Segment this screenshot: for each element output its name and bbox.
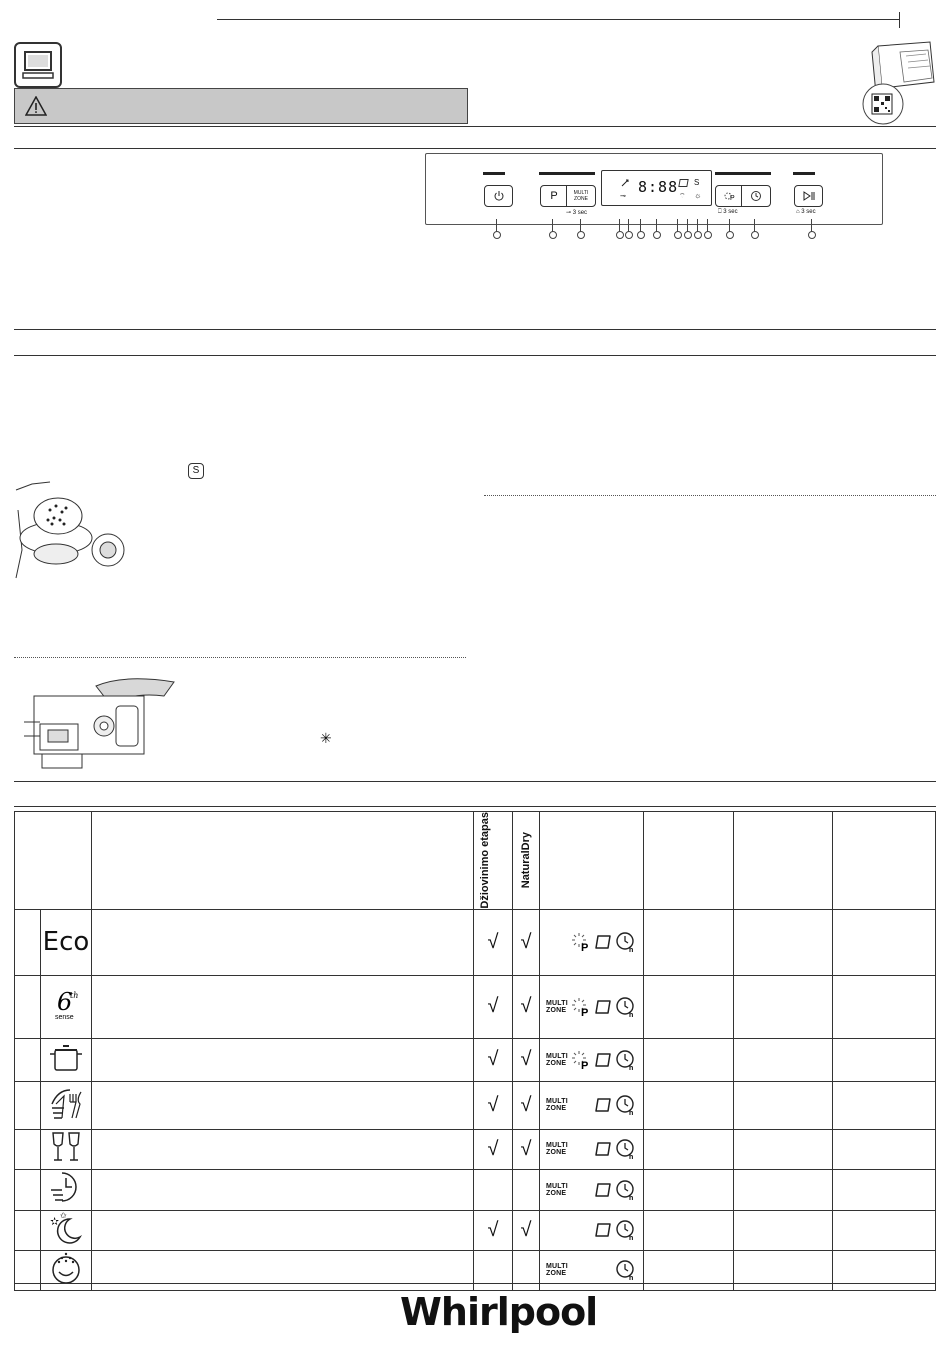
program-icon-cell <box>41 1250 92 1290</box>
drying-check: √ <box>474 1210 513 1250</box>
col9-cell <box>832 1169 935 1210</box>
start-hint: ⌂ 3 sec <box>796 209 816 215</box>
indicator-lights-power <box>483 172 505 175</box>
tablet-icon <box>594 1221 612 1239</box>
table-header-row <box>15 812 936 910</box>
rinse-aid-illustration <box>24 676 176 772</box>
table-row <box>15 1210 936 1250</box>
clock-h-icon <box>615 1049 637 1071</box>
row-index-cell <box>15 1250 41 1290</box>
col9-cell <box>832 909 935 975</box>
sparkle-p-icon <box>571 997 591 1017</box>
program-button[interactable]: P <box>540 185 568 207</box>
row-index-cell <box>15 1210 41 1250</box>
salt-s-icon: S <box>188 463 204 479</box>
row-index-cell <box>15 909 41 975</box>
header-cell-icon <box>15 812 92 910</box>
table-row <box>15 1250 936 1290</box>
table-row <box>15 1129 936 1169</box>
drying-check <box>474 1250 513 1290</box>
warning-icon <box>25 96 47 116</box>
clock-h-icon <box>615 1259 637 1281</box>
control-panel-diagram <box>425 153 883 225</box>
multizone-option: MULTI ZONE <box>546 1142 568 1157</box>
display-tablet-icon <box>678 179 688 187</box>
svg-text:h: h <box>628 1110 634 1117</box>
multizone-option: MULTI ZONE <box>546 999 568 1014</box>
col9-cell <box>832 1038 935 1081</box>
eco-icon: Eco <box>42 927 90 958</box>
indicator-lights-start <box>793 172 815 175</box>
power-icon <box>493 190 505 202</box>
program-description-cell <box>92 1210 474 1250</box>
program-icon-cell <box>41 975 92 1038</box>
multizone-option: MULTI ZONE <box>546 1263 568 1278</box>
svg-text:h: h <box>628 1194 634 1201</box>
svg-text:P: P <box>580 1006 589 1017</box>
table-row <box>15 1038 936 1081</box>
computer-icon <box>14 42 62 88</box>
svg-text:h: h <box>628 1235 634 1242</box>
tablet-hint: ⎕ 3 sec <box>718 209 738 215</box>
options-cell <box>540 1250 644 1290</box>
col9-cell <box>832 1081 935 1129</box>
row-index-cell <box>15 1129 41 1169</box>
tablet-icon <box>594 998 612 1016</box>
multizone-option: MULTI ZONE <box>546 1182 568 1197</box>
col7-cell <box>643 909 733 975</box>
naturaldry-check: √ <box>513 975 540 1038</box>
naturaldry-check <box>513 1250 540 1290</box>
tablet-icon <box>594 1051 612 1069</box>
svg-text:✩: ✩ <box>60 1210 67 1220</box>
sparkle-p-icon <box>571 932 591 952</box>
drying-check <box>474 1169 513 1210</box>
start-3sec-label: 3 sec <box>801 209 816 215</box>
naturaldry-header: NaturalDry <box>520 832 532 889</box>
header-cell-col8 <box>733 812 832 910</box>
top-rule <box>217 19 900 20</box>
svg-text:P: P <box>580 1059 589 1070</box>
dishwasher-qr-illustration <box>860 38 940 128</box>
fast-clock-icon <box>48 1170 84 1204</box>
program-icon-cell <box>41 1129 92 1169</box>
options-cell <box>540 1038 644 1081</box>
svg-text:sense: sense <box>55 1014 74 1022</box>
program-icon-cell <box>41 1081 92 1129</box>
drying-header: Džiovinimo etapas <box>479 812 491 909</box>
col8-cell <box>733 909 832 975</box>
clock-h-icon <box>615 1094 637 1116</box>
salt-refill-illustration <box>12 480 134 580</box>
col9-cell <box>832 975 935 1038</box>
display-digits: 8:88 <box>638 178 679 196</box>
col8-cell <box>733 1210 832 1250</box>
program-description-cell <box>92 1169 474 1210</box>
options-cell <box>540 1129 644 1169</box>
clock-h-icon <box>615 1138 637 1160</box>
multizone-label-2: ZONE <box>574 196 588 202</box>
naturaldry-check: √ <box>513 909 540 975</box>
program-icon-cell <box>41 1038 92 1081</box>
prewash-option-button[interactable] <box>715 185 743 207</box>
display-screen <box>601 170 712 206</box>
col7-cell <box>643 1081 733 1129</box>
svg-text:P: P <box>730 195 735 202</box>
dotted-separator-right <box>484 495 936 496</box>
tablet-3sec-label: 3 sec <box>723 209 738 215</box>
start-pause-button[interactable] <box>794 185 823 207</box>
col7-cell <box>643 975 733 1038</box>
header-cell-description <box>92 812 474 910</box>
table-row <box>15 1169 936 1210</box>
tablet-icon <box>594 1181 612 1199</box>
warning-bar <box>14 88 468 124</box>
lock-3sec-label: 3 sec <box>572 210 588 216</box>
section-rule-6 <box>14 806 936 807</box>
multizone-button[interactable] <box>566 185 596 207</box>
col8-cell <box>733 1129 832 1169</box>
display-key-icon: ⊸ <box>620 193 626 200</box>
lock-hint: ⊸ 3 sec <box>566 210 588 216</box>
table-row <box>15 975 936 1038</box>
naturaldry-check: √ <box>513 1129 540 1169</box>
table-row <box>15 909 936 975</box>
naturaldry-check: √ <box>513 1210 540 1250</box>
col7-cell <box>643 1129 733 1169</box>
header-cell-options <box>540 812 644 910</box>
svg-text:h: h <box>628 1011 634 1018</box>
table-row <box>15 1081 936 1129</box>
indicator-lights-options <box>715 172 771 175</box>
sparkle-p-icon <box>571 1050 591 1070</box>
dotted-separator-left <box>14 657 466 658</box>
program-description-cell <box>92 1038 474 1081</box>
row-index-cell <box>15 1169 41 1210</box>
svg-text:h: h <box>628 1275 634 1282</box>
program-description-cell <box>92 1129 474 1169</box>
col8-cell <box>733 1038 832 1081</box>
whirlpool-logo: Whirlpool <box>400 1290 598 1334</box>
indicator-lights-program <box>539 172 595 175</box>
multizone-option: MULTI ZONE <box>546 1052 568 1067</box>
svg-text:h: h <box>628 1064 634 1071</box>
pot-icon <box>48 1040 84 1074</box>
top-rule-end <box>899 12 900 28</box>
col9-cell <box>832 1210 935 1250</box>
options-cell <box>540 975 644 1038</box>
drying-check: √ <box>474 909 513 975</box>
rinse-icon <box>48 1251 84 1285</box>
night-icon <box>48 1211 84 1245</box>
col7-cell <box>643 1210 733 1250</box>
rinse-aid-sparkle-icon: ✳ <box>320 730 332 746</box>
multizone-option: MULTI ZONE <box>546 1098 568 1113</box>
delay-option-button[interactable] <box>741 185 771 207</box>
naturaldry-check <box>513 1169 540 1210</box>
program-description-cell <box>92 909 474 975</box>
play-pause-icon <box>802 191 816 201</box>
display-salt-icon: S <box>694 178 700 187</box>
col9-cell <box>832 1250 935 1290</box>
glasses-icon <box>48 1130 84 1164</box>
col7-cell <box>643 1038 733 1081</box>
program-description-cell <box>92 975 474 1038</box>
clock-h-icon <box>615 1179 637 1201</box>
header-cell-col7 <box>643 812 733 910</box>
program-icon-cell <box>41 1210 92 1250</box>
svg-text:✫: ✫ <box>50 1214 60 1228</box>
drying-check: √ <box>474 1129 513 1169</box>
header-cell-col9 <box>832 812 935 910</box>
svg-text:P: P <box>580 942 589 953</box>
plates-cutlery-icon <box>48 1086 84 1120</box>
display-pencil-icon <box>620 178 630 188</box>
tablet-icon <box>594 1096 612 1114</box>
program-icon-cell <box>41 909 92 975</box>
section-rule-1 <box>14 126 936 127</box>
options-cell <box>540 1081 644 1129</box>
section-rule-3 <box>14 329 936 330</box>
bottom-rule <box>14 1283 936 1284</box>
row-index-cell <box>15 1038 41 1081</box>
options-cell <box>540 1210 644 1250</box>
clock-h-icon <box>615 931 637 953</box>
naturaldry-check: √ <box>513 1081 540 1129</box>
sparkle-p-icon <box>722 190 736 202</box>
col7-cell <box>643 1250 733 1290</box>
clock-h-icon <box>615 1219 637 1241</box>
power-button[interactable] <box>484 185 513 207</box>
header-cell-drying <box>474 812 513 910</box>
col7-cell <box>643 1169 733 1210</box>
naturaldry-check: √ <box>513 1038 540 1081</box>
display-rinse-icon: ⌔ <box>679 193 686 200</box>
header-cell-naturaldry <box>513 812 540 910</box>
col8-cell <box>733 1250 832 1290</box>
options-cell <box>540 1169 644 1210</box>
tablet-icon <box>594 1140 612 1158</box>
tablet-icon <box>594 933 612 951</box>
drying-check: √ <box>474 975 513 1038</box>
row-index-cell <box>15 1081 41 1129</box>
row-index-cell <box>15 975 41 1038</box>
section-rule-5 <box>14 781 936 782</box>
col9-cell <box>832 1129 935 1169</box>
svg-text:h: h <box>628 1154 634 1161</box>
clock-h-icon <box>750 190 762 202</box>
program-description-cell <box>92 1250 474 1290</box>
options-cell <box>540 909 644 975</box>
svg-text:th: th <box>70 991 79 1001</box>
col8-cell <box>733 1081 832 1129</box>
section-rule-2 <box>14 148 936 149</box>
drying-check: √ <box>474 1081 513 1129</box>
drying-check: √ <box>474 1038 513 1081</box>
section-rule-4 <box>14 355 936 356</box>
svg-text:6: 6 <box>57 988 73 1017</box>
display-sparkle-icon: ☼ <box>694 191 702 200</box>
clock-h-icon <box>615 996 637 1018</box>
program-table <box>14 811 936 1291</box>
6th-sense-icon <box>49 986 83 1022</box>
col8-cell <box>733 1169 832 1210</box>
svg-text:h: h <box>628 947 634 954</box>
col8-cell <box>733 975 832 1038</box>
program-description-cell <box>92 1081 474 1129</box>
program-icon-cell <box>41 1169 92 1210</box>
multizone-label: MULTI <box>573 190 589 196</box>
